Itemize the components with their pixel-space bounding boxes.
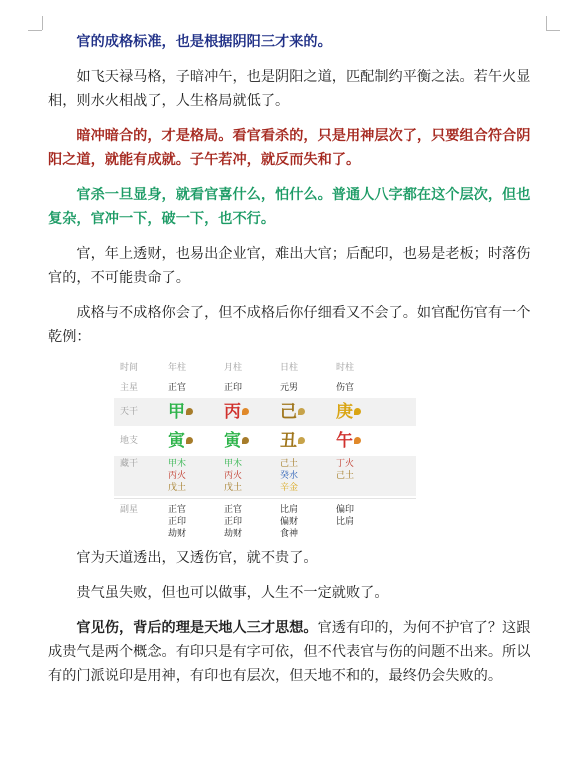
paragraph-2: 如飞天禄马格，子暗冲午，也是阴阳之道，匹配制约平衡之法。若午火显相，则水火相战了，人生格局就低了。 bbox=[48, 69, 531, 109]
bazi-stem-row bbox=[114, 398, 416, 426]
sub-star: 劫财 bbox=[224, 529, 243, 539]
row-label-time: 时间 bbox=[120, 363, 139, 373]
branch-day bbox=[280, 430, 305, 452]
wood-element-icon bbox=[186, 437, 193, 444]
stem-year-char: 甲 bbox=[168, 402, 185, 422]
hidden-stem: 己土 bbox=[336, 471, 355, 481]
paragraph-7: 官为天道透出，又透伤官，就不贵了。 bbox=[76, 550, 318, 566]
hidden-stem: 辛金 bbox=[280, 483, 299, 493]
wood-element-icon bbox=[242, 437, 249, 444]
column-header-hour: 时柱 bbox=[336, 363, 355, 373]
sub-stars-day bbox=[280, 504, 298, 540]
main-star-month: 正印 bbox=[224, 383, 243, 393]
stem-day-char: 己 bbox=[280, 402, 297, 422]
branch-hour bbox=[336, 430, 361, 452]
main-star-year: 正官 bbox=[168, 383, 187, 393]
hidden-stem: 丙火 bbox=[224, 471, 243, 481]
sub-star: 比肩 bbox=[280, 505, 299, 515]
row-label-main-star: 主星 bbox=[120, 383, 139, 393]
hidden-stems-year bbox=[168, 458, 186, 494]
earth-element-icon bbox=[298, 437, 305, 444]
branch-month bbox=[224, 430, 249, 452]
main-star-day: 元男 bbox=[280, 383, 299, 393]
paragraph-8: 贵气虽失败，但也可以做事，人生不一定就败了。 bbox=[76, 585, 389, 601]
branch-day-char: 丑 bbox=[280, 431, 297, 451]
row-label-sub-star: 副星 bbox=[120, 505, 139, 515]
sub-star: 偏印 bbox=[336, 505, 355, 515]
sub-stars-year bbox=[168, 504, 186, 540]
paragraph-4: 官杀一旦显身，就看官喜什么，怕什么。普通人八字都在这个层次，但也复杂，官冲一下，破一下，也不行。 bbox=[48, 187, 531, 227]
sub-star: 食神 bbox=[280, 529, 299, 539]
bazi-hidden-stems-row bbox=[114, 456, 416, 496]
hidden-stem: 己土 bbox=[280, 459, 299, 469]
hidden-stem: 戊土 bbox=[224, 483, 243, 493]
stem-hour-char: 庚 bbox=[336, 402, 353, 422]
sub-stars-month bbox=[224, 504, 242, 540]
branch-month-char: 寅 bbox=[224, 431, 241, 451]
paragraph-6: 成格与不成格你会了，但不成格后你仔细看又不会了。如官配伤官有一个乾例： bbox=[48, 305, 531, 345]
hidden-stem: 戊土 bbox=[168, 483, 187, 493]
fire-element-icon bbox=[242, 408, 249, 415]
column-header-month: 月柱 bbox=[224, 363, 243, 373]
column-header-day: 日柱 bbox=[280, 363, 299, 373]
row-label-stem: 天干 bbox=[120, 407, 139, 417]
stem-month-char: 丙 bbox=[224, 402, 241, 422]
hidden-stems-hour bbox=[336, 458, 354, 482]
column-header-year: 年柱 bbox=[168, 363, 187, 373]
sub-stars-hour bbox=[336, 504, 354, 528]
sub-star: 正官 bbox=[168, 505, 187, 515]
stem-day bbox=[280, 401, 305, 423]
branch-hour-char: 午 bbox=[336, 431, 353, 451]
hidden-stem: 丙火 bbox=[168, 471, 187, 481]
sub-star: 比肩 bbox=[336, 517, 355, 527]
sub-star: 劫财 bbox=[168, 529, 187, 539]
branch-year-char: 寅 bbox=[168, 431, 185, 451]
paragraph-1: 官的成格标准，也是根据阴阳三才来的。 bbox=[76, 34, 332, 50]
row-label-hidden-stems: 藏干 bbox=[120, 459, 139, 469]
hidden-stem: 癸水 bbox=[280, 471, 299, 481]
hidden-stem: 丁火 bbox=[336, 459, 355, 469]
fire-element-icon bbox=[354, 437, 361, 444]
metal-element-icon bbox=[354, 408, 361, 415]
paragraph-5: 官，年上透财，也易出企业官，难出大官；后配印，也易是老板；时落伤官的，不可能贵命了。 bbox=[48, 246, 531, 286]
stem-month bbox=[224, 401, 249, 423]
bazi-chart bbox=[114, 358, 416, 540]
earth-element-icon bbox=[298, 408, 305, 415]
bazi-sub-star-row bbox=[114, 502, 416, 540]
stem-hour bbox=[336, 401, 361, 423]
branch-year bbox=[168, 430, 193, 452]
bazi-branch-row bbox=[114, 428, 416, 454]
sub-star: 偏财 bbox=[280, 517, 299, 527]
hidden-stem: 甲木 bbox=[224, 459, 243, 469]
hidden-stems-month bbox=[224, 458, 242, 494]
sub-star: 正印 bbox=[224, 517, 243, 527]
document-body bbox=[48, 30, 540, 688]
paragraph-9-bold-lead: 官见伤，背后的理是天地人三才思想。 bbox=[76, 620, 318, 636]
row-label-branch: 地支 bbox=[120, 436, 139, 446]
sub-star: 正印 bbox=[168, 517, 187, 527]
stem-year bbox=[168, 401, 193, 423]
paragraph-3: 暗冲暗合的，才是格局。看官看杀的，只是用神层次了，只要组合符合阴阳之道，就能有成就。子午若冲，就反而失和了。 bbox=[48, 128, 531, 168]
paragraph-9-rest: 官透有印的，为何不护官了？这跟成贵气是两个概念。有印只是有字可依，但不代表官与伤的问题不出来。所以有的门派说印是用神，有印也有层次，但天地不和的，最终仍会失败的。 bbox=[48, 620, 531, 684]
paragraph-9 bbox=[48, 616, 540, 688]
hidden-stems-day bbox=[280, 458, 298, 494]
divider bbox=[114, 498, 416, 499]
hidden-stem: 甲木 bbox=[168, 459, 187, 469]
sub-star: 正官 bbox=[224, 505, 243, 515]
wood-element-icon bbox=[186, 408, 193, 415]
main-star-hour: 伤官 bbox=[336, 383, 355, 393]
